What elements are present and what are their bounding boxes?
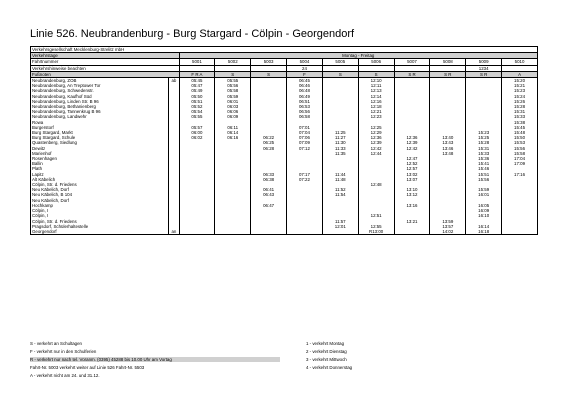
trip-footnote: F — [287, 71, 323, 77]
departure-time: 05:55 — [215, 78, 251, 84]
operator-name: Verkehrsgesellschaft Mecklenburg-Strelitz mbH — [31, 47, 538, 53]
fahrtnummer-label: Fahrtnummer — [31, 59, 180, 65]
departure-time: 15:24 — [502, 94, 538, 99]
departure-time: 13:43 — [430, 140, 466, 145]
stop-name: Burg Stargard, Markt — [31, 130, 169, 135]
departure-time: 05:59 — [215, 94, 251, 99]
departure-time: 15:45 — [502, 125, 538, 130]
weekday-legend — [306, 341, 506, 373]
departure-time: 12:13 — [358, 88, 394, 93]
departure-time: 07:06 — [287, 135, 323, 140]
trip-footnote: S R — [394, 71, 430, 77]
departure-time: 11:27 — [322, 135, 358, 140]
departure-time: 15:53 — [502, 140, 538, 145]
departure-time: 15:23 — [466, 130, 502, 135]
footnote: A - verkehrt nicht am 24. und 31.12. — [30, 373, 100, 378]
departure-time: 13:21 — [394, 219, 430, 224]
stop-name: Neu Käbelich, B 104 — [31, 192, 169, 197]
departure-time: 12:21 — [358, 109, 394, 114]
departure-time: 13:12 — [394, 192, 430, 197]
departure-time: 12:25 — [358, 125, 394, 130]
stop-name: Quastenberg, Siedlung — [31, 140, 169, 145]
departure-time: 05:57 — [179, 125, 215, 130]
table-row — [31, 229, 538, 235]
departure-time: 13:16 — [394, 203, 430, 208]
departure-time — [502, 229, 538, 235]
trip-footnote: S — [358, 71, 394, 77]
departure-time: 12:55 — [358, 224, 394, 229]
departure-time — [394, 229, 430, 235]
footnote: S - verkehrt an Schultagen — [30, 341, 82, 346]
footnote: F - verkehrt nur in den Schulferien — [30, 349, 97, 354]
departure-time: 06:46 — [287, 83, 323, 88]
departure-time — [322, 229, 358, 235]
departure-time: 12:36 — [358, 135, 394, 140]
stop-mark: an — [169, 229, 179, 235]
legend-item: 1 - verkehrt Montag — [306, 341, 345, 346]
departure-time — [251, 229, 287, 235]
departure-time: 06:09 — [215, 114, 251, 119]
departure-time: 05:58 — [215, 88, 251, 93]
trip-number: 5005 — [322, 59, 358, 65]
departure-time: 12:29 — [358, 130, 394, 135]
departure-time: 06:25 — [251, 140, 287, 145]
departure-time: 12:01 — [322, 224, 358, 229]
departure-time: 12:51 — [358, 213, 394, 218]
page-title: Linie 526. Neubrandenburg - Burg Stargard - Cölpin - Georgendorf — [30, 28, 355, 40]
departure-time: 05:54 — [179, 109, 215, 114]
departure-time: 15:28 — [502, 104, 538, 109]
departure-time: 06:16 — [215, 135, 251, 140]
departure-time: 13:40 — [430, 135, 466, 140]
departure-time: 11:33 — [322, 146, 358, 151]
stop-name: Cölpin, I — [31, 213, 169, 218]
departure-time: 05:55 — [179, 114, 215, 119]
departure-time: 13:07 — [394, 177, 430, 182]
departure-time: 15:28 — [466, 140, 502, 145]
departure-time: 12:39 — [394, 140, 430, 145]
departure-time: 05:51 — [179, 99, 215, 104]
departure-time: 12:48 — [358, 182, 394, 187]
departure-time: 12:47 — [394, 156, 430, 161]
trip-number: 5008 — [430, 59, 466, 65]
departure-time: 06:00 — [179, 130, 215, 135]
trip-footnote: S — [251, 71, 287, 77]
departure-time: 06:45 — [287, 78, 323, 84]
departure-time: 11:44 — [322, 172, 358, 177]
departure-time: 15:50 — [502, 135, 538, 140]
departure-time: 07:17 — [287, 172, 323, 177]
departure-time: 06:41 — [251, 187, 287, 192]
departure-time: 07:01 — [287, 125, 323, 130]
stop-name: Hochkamp — [31, 203, 169, 208]
departure-time: 11:52 — [322, 187, 358, 192]
departure-time — [287, 229, 323, 235]
trip-number: 5003 — [251, 59, 287, 65]
trip-number: 5004 — [287, 59, 323, 65]
departure-time: 06:28 — [251, 146, 287, 151]
stop-name: Neubrandenburg, Schwedenstr. — [31, 88, 169, 93]
departure-time: 15:48 — [502, 130, 538, 135]
departure-time: 15:33 — [466, 151, 502, 156]
departure-time: 06:03 — [215, 104, 251, 109]
departure-time: 12:36 — [394, 135, 430, 140]
departure-time: 07:22 — [287, 177, 323, 182]
departure-time: 12:14 — [358, 94, 394, 99]
departure-time: 12:42 — [394, 146, 430, 151]
verkehrstage-value: Montag - Freitag — [179, 53, 538, 59]
departure-time — [179, 229, 215, 235]
departure-time: 15:20 — [502, 78, 538, 84]
stop-name: Burgerstorf — [31, 125, 169, 130]
trip-footnote: S R — [466, 71, 502, 77]
stop-name: Plath — [31, 166, 169, 171]
departure-time: 12:44 — [358, 151, 394, 156]
departure-time: 11:54 — [322, 192, 358, 197]
stop-name: Neubrandenburg, ZOB — [31, 78, 169, 84]
departure-time: 11:35 — [322, 151, 358, 156]
stop-name: Neubrandenburg, Tannenkrug B 96 — [31, 109, 169, 114]
legend-item: 4 - verkehrt Donnerstag — [306, 365, 353, 370]
departure-time: 15:41 — [466, 161, 502, 166]
departure-time: 12:39 — [358, 140, 394, 145]
departure-time: 15:31 — [466, 146, 502, 151]
departure-time: 13:57 — [430, 224, 466, 229]
departure-time: 06:33 — [251, 172, 287, 177]
departure-time: 15:56 — [502, 146, 538, 151]
departure-time: 12:57 — [394, 166, 430, 171]
departure-time: 16:18 — [466, 229, 502, 235]
departure-time: 15:25 — [466, 135, 502, 140]
departure-time: 17:04 — [502, 156, 538, 161]
departure-time: 06:22 — [251, 135, 287, 140]
departure-time: 06:43 — [251, 192, 287, 197]
stop-name: Rowa — [31, 120, 169, 125]
departure-time: 06:11 — [215, 125, 251, 130]
departure-time: 15:59 — [466, 187, 502, 192]
trip-number: 5010 — [502, 59, 538, 65]
departure-time: 06:47 — [251, 203, 287, 208]
stop-name: Dewitz — [31, 146, 169, 151]
trip-number: 5009 — [466, 59, 502, 65]
departure-time: 06:02 — [179, 135, 215, 140]
departure-time: 06:38 — [251, 177, 287, 182]
fussnoten-label: Fußnoten — [31, 71, 180, 77]
departure-time: 15:36 — [466, 156, 502, 161]
departure-time: 15:38 — [502, 120, 538, 125]
departure-time: 06:01 — [215, 99, 251, 104]
departure-time: 07:09 — [287, 140, 323, 145]
departure-time: 12:16 — [358, 99, 394, 104]
trip-hint: 1234 — [466, 65, 502, 71]
departure-time: 13:48 — [430, 151, 466, 156]
departure-time: 05:50 — [179, 94, 215, 99]
departure-time: 12:52 — [394, 161, 430, 166]
stop-name: Neubrandenburg, Bethanienberg — [31, 104, 169, 109]
departure-time: R13:00 — [358, 229, 394, 235]
departure-time: 17:16 — [502, 172, 538, 177]
trip-number: 5007 — [394, 59, 430, 65]
departure-time: 15:58 — [502, 151, 538, 156]
departure-time: 14:02 — [430, 229, 466, 235]
stop-name: Marienhof — [31, 151, 169, 156]
departure-time: 13:59 — [430, 219, 466, 224]
verkehrstage-label: Verkehrstage — [31, 53, 180, 59]
trip-footnote: F R A — [179, 71, 215, 77]
departure-time: 13:46 — [430, 146, 466, 151]
departure-time: 06:53 — [287, 104, 323, 109]
departure-time: 06:06 — [215, 109, 251, 114]
departure-time: 15:56 — [466, 177, 502, 182]
trip-hint: 24 — [287, 65, 323, 71]
departure-time: 05:47 — [179, 83, 215, 88]
departure-time: 16:14 — [466, 224, 502, 229]
departure-time: 12:23 — [358, 114, 394, 119]
trip-number: 5006 — [358, 59, 394, 65]
departure-time: 05:45 — [179, 78, 215, 84]
stop-name: Cölpin, I — [31, 208, 169, 213]
departure-time: 15:23 — [502, 88, 538, 93]
departure-time: 07:04 — [287, 130, 323, 135]
departure-time: 06:14 — [215, 130, 251, 135]
departure-time: 15:26 — [502, 99, 538, 104]
departure-time: 16:09 — [466, 208, 502, 213]
stop-name: Burg Stargard, Schule — [31, 135, 169, 140]
departure-time: 16:05 — [466, 203, 502, 208]
footnote: R - verkehrt nur nach tel. Voranm. (0395) 45288 bis 10.00 Uhr am Vortag — [30, 357, 280, 362]
stop-name: Rosenhagen — [31, 156, 169, 161]
legend-item: 3 - verkehrt Mittwoch — [306, 357, 347, 362]
stop-name: Alt Käbelich — [31, 177, 169, 182]
departure-time: 05:49 — [179, 88, 215, 93]
departure-time: 11:48 — [322, 177, 358, 182]
departure-time: 17:09 — [502, 161, 538, 166]
departure-time: 12:10 — [358, 78, 394, 84]
departure-time: 13:02 — [394, 172, 430, 177]
departure-time: 15:46 — [466, 166, 502, 171]
departure-time: 06:58 — [287, 114, 323, 119]
trip-number: 5002 — [215, 59, 251, 65]
trip-footnote: S R — [430, 71, 466, 77]
timetable — [30, 46, 538, 235]
departure-time: 15:31 — [502, 109, 538, 114]
stop-name: Lapitz — [31, 172, 169, 177]
stop-name: Neubrandenburg, Landwehr — [31, 114, 169, 119]
stop-mark: ab — [169, 78, 179, 84]
stop-name: Neubrandenburg, Linden Str. B 96 — [31, 99, 169, 104]
stop-name: Neu Käbelich, Dorf — [31, 198, 169, 203]
stop-name: Neubrandenburg, An Treptower Tor — [31, 83, 169, 88]
departure-time: 16:01 — [466, 192, 502, 197]
stop-name: Cölpin, Str. d. Friedens — [31, 182, 169, 187]
departure-time: 11:30 — [322, 140, 358, 145]
trip-number: 5001 — [179, 59, 215, 65]
departure-time — [215, 229, 251, 235]
footnotes — [30, 341, 280, 381]
departure-time: 11:25 — [322, 130, 358, 135]
footnote: Fahrt-Nr. 5003 verkehrt weiter auf Linie 526 Fahrt-Nr. 5503 — [30, 365, 145, 370]
departure-time: 07:12 — [287, 146, 323, 151]
departure-time: 16:10 — [466, 213, 502, 218]
stop-name: Ballin — [31, 161, 169, 166]
departure-time: 06:48 — [287, 88, 323, 93]
trip-footnote: S — [322, 71, 358, 77]
stop-name: Georgendorf — [31, 229, 169, 235]
departure-time: 12:18 — [358, 104, 394, 109]
stop-name: Neu Käbelich, Dorf — [31, 187, 169, 192]
departure-time: 06:56 — [287, 109, 323, 114]
stop-name: Neubrandenburg, Kaufhof Süd — [31, 94, 169, 99]
departure-time: 15:51 — [466, 172, 502, 177]
departure-time: 12:42 — [358, 146, 394, 151]
departure-time: 06:51 — [287, 99, 323, 104]
departure-time: 05:52 — [179, 104, 215, 109]
departure-time: 12:11 — [358, 83, 394, 88]
departure-time: 11:57 — [322, 219, 358, 224]
trip-footnote: S — [215, 71, 251, 77]
departure-time: 06:49 — [287, 94, 323, 99]
legend-item: 2 - verkehrt Dienstag — [306, 349, 347, 354]
departure-time: 13:10 — [394, 187, 430, 192]
departure-time: 05:56 — [215, 83, 251, 88]
stop-name: Cölpin, Str. d. Friedens — [31, 219, 169, 224]
departure-time: 15:33 — [502, 114, 538, 119]
trip-footnote: A — [502, 71, 538, 77]
verkehrshinweise-label: Verkehrshinweise beachten — [31, 65, 180, 71]
stop-name: Pragsdorf, Schülerhaltestelle — [31, 224, 169, 229]
departure-time: 15:21 — [502, 83, 538, 88]
